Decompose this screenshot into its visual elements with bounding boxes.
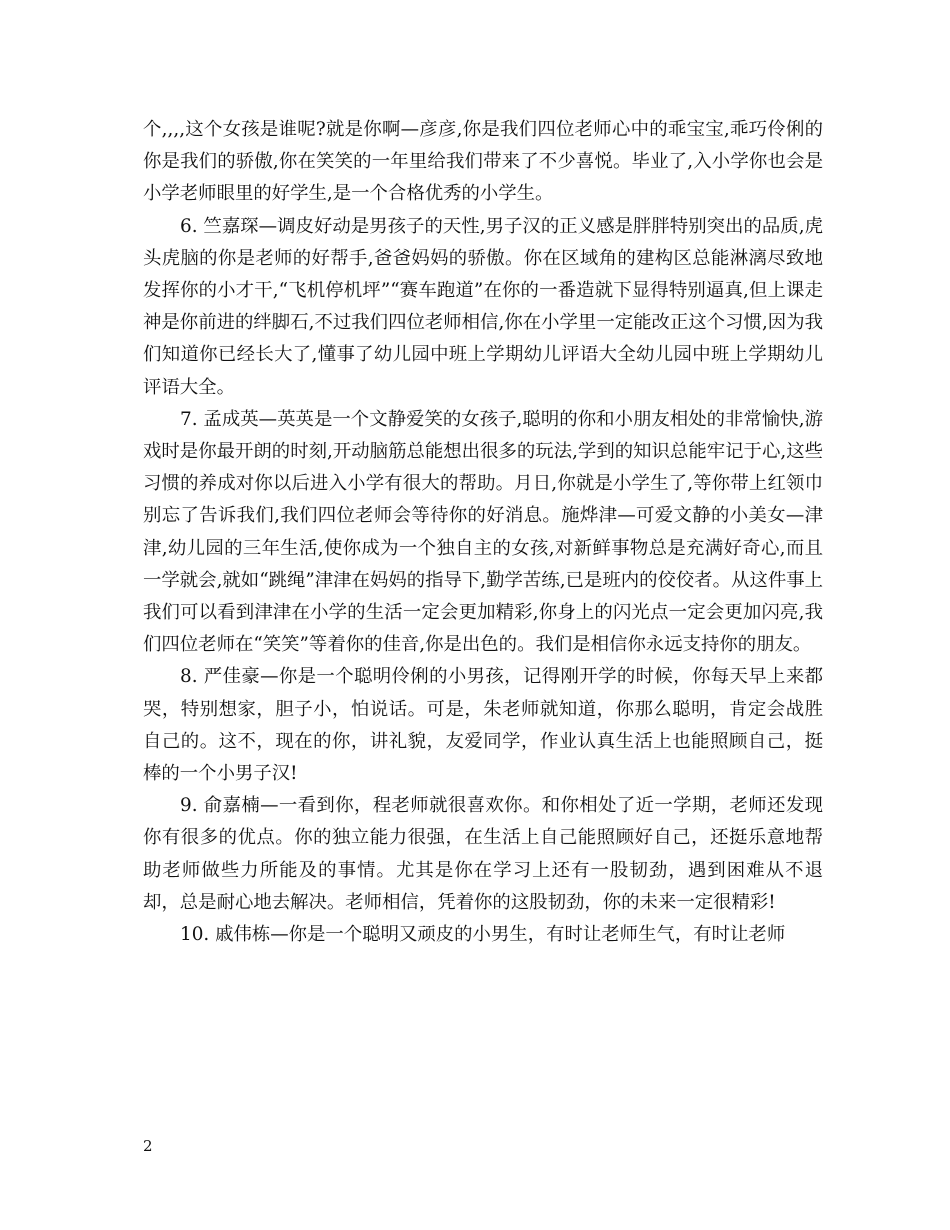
paragraph-item-6: 6. 竺嘉琛—调皮好动是男孩子的天性,男子汉的正义感是胖胖特别突出的品质,虎头虎脑的你是老师的好帮手,爸爸妈妈的骄傲。你在区域角的建构区总能淋漓尽致地发挥你的小才干,“飞机停机坪”“赛车跑道”在你的一番造就下显得特别逼真,但上课走神是你前进的绊脚石,不过我们四位老师相信,你在小学里一定能改正这个习惯,因为我们知道你已经长大了,懂事了幼儿园中班上学期幼儿评语大全幼儿园中班上学期幼儿评语大全。 — [143, 215, 823, 398]
paragraph-continuation: 个,,,,这个女孩是谁呢?就是你啊—彦彦,你是我们四位老师心中的乖宝宝,乖巧伶俐的你是我们的骄傲,你在笑笑的一年里给我们带来了不少喜悦。毕业了,入小学你也会是小学老师眼里的好学生,是一个合格优秀的小学生。 — [143, 119, 823, 205]
page-number: 2 — [143, 1137, 153, 1155]
paragraph-item-9: 9. 俞嘉楠—一看到你，程老师就很喜欢你。和你相处了近一学期，老师还发现你有很多的优点。你的独立能力很强，在生活上自己能照顾好自己，还挺乐意地帮助老师做些力所能及的事情。尤其是你在学习上还有一股韧劲，遇到困难从不退却，总是耐心地去解决。老师相信，凭着你的这股韧劲，你的未来一定很精彩! — [143, 795, 823, 913]
paragraph-item-8: 8. 严佳豪—你是一个聪明伶俐的小男孩，记得刚开学的时候，你每天早上来都哭，特别想家，胆子小，怕说话。可是，朱老师就知道，你那么聪明，肯定会战胜自己的。这不，现在的你，讲礼貌，友爱同学，作业认真生活上也能照顾自己，挺棒的一个小男子汉! — [143, 666, 823, 785]
document-body — [143, 114, 823, 951]
paragraph-item-7: 7. 孟成英—英英是一个文静爱笑的女孩子,聪明的你和小朋友相处的非常愉快,游戏时是你最开朗的时刻,开动脑筋总能想出很多的玩法,学到的知识总能牢记于心,这些习惯的养成对你以后进入小学有很大的帮助。月日,你就是小学生了,等你带上红领巾别忘了告诉我们,我们四位老师会等待你的好消息。施烨津—可爱文静的小美女—津津,幼儿园的三年生活,使你成为一个独自主的女孩,对新鲜事物总是充满好奇心,而且一学就会,就如“跳绳”津津在妈妈的指导下,勤学苦练,已是班内的佼佼者。从这件事上我们可以看到津津在小学的生活一定会更加精彩,你身上的闪光点一定会更加闪亮,我们四位老师在“笑笑”等着你的佳音,你是出色的。我们是相信你永远支持你的朋友。 — [143, 408, 824, 656]
paragraph-item-10: 10. 戚伟栋—你是一个聪明又顽皮的小男生，有时让老师生气，有时让老师 — [180, 924, 786, 946]
